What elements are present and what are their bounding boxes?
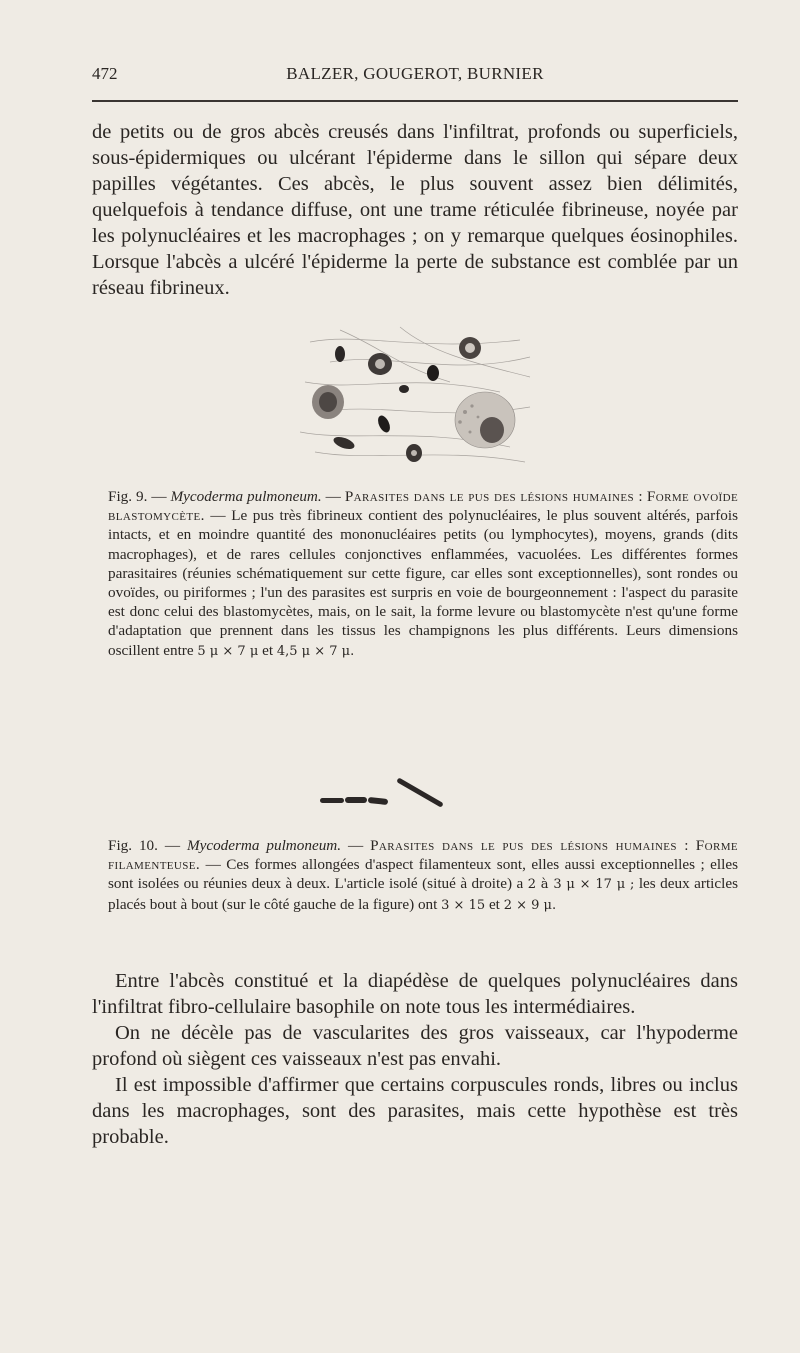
species-name: Mycoderma pulmoneum.: [170, 488, 322, 505]
dimension: 3 × 15: [441, 897, 486, 913]
dash: —: [151, 488, 167, 505]
caption-heading: Parasites dans le pus des lésions humaines :: [370, 837, 689, 854]
bottom-paragraphs: [92, 968, 738, 1150]
paragraph: Il est impossible d'affirmer que certains corpuscules ronds, libres ou inclus dans les macrophages, sont des parasites, mais cette hypothèse est très probable.: [92, 1074, 738, 1148]
species-name: Mycoderma pulmoneum.: [186, 837, 342, 854]
dash: —: [325, 488, 341, 505]
caption-text: Ces formes allongées d'aspect filamenteux sont, elles aussi exceptionnelles ; elles sont isolées ou réunies deux à deux. L'article isolé (situé à droite) a: [108, 856, 739, 893]
caption-subheading: Forme ovoïde blastomycète.: [108, 488, 739, 525]
paragraph: Entre l'abcès constitué et la diapédèse de quelques polynucléaires dans l'infiltrat fibro-cellulaire basophile on note tous les intermédiaires.: [92, 970, 738, 1018]
figure-10-illustration: [318, 777, 446, 813]
figure-label: Fig. 9.: [108, 488, 148, 505]
page-number: 472: [92, 64, 118, 83]
dimension: 2 × 9 μ.: [503, 897, 557, 913]
dash: —: [205, 856, 221, 874]
dash: —: [347, 837, 364, 854]
caption-subheading: Forme filamenteuse.: [108, 837, 738, 874]
paragraph: de petits ou de gros abcès creusés dans l'infiltrat, profonds ou superficiels, sous-épidermiques ou ulcérant l'épiderme dans le sillon qui sépare deux papilles végétantes. Ces abcès, le plus souvent assez bien délimités, quelquefois à tendance diffuse, ont une trame réticulée fibrineuse, noyée par les polynucléaires et les macrophages ; on y remarque quelques éosinophiles. Lorsque l'abcès a ulcéré l'épiderme la perte de substance est comblée par un réseau fibrineux.: [92, 121, 738, 299]
figure-9-caption: [108, 487, 738, 661]
page-header: [92, 64, 738, 90]
caption-text: les deux articles placés bout à bout (sur le côté gauche de la figure) ont: [108, 875, 739, 913]
dash: —: [164, 837, 181, 854]
figure-9-illustration: [300, 322, 535, 472]
dash: —: [210, 507, 226, 525]
top-paragraph: [92, 119, 738, 301]
conjunction: et: [262, 641, 274, 659]
dimension: 2 à 3 μ × 17 μ ;: [527, 877, 635, 893]
conjunction: et: [488, 895, 500, 913]
dimension: 4,5 μ × 7 μ.: [276, 643, 355, 659]
figure-label: Fig. 10.: [108, 837, 158, 854]
header-rule: [92, 100, 738, 102]
running-head: BALZER, GOUGEROT, BURNIER: [286, 64, 544, 83]
caption-text: Le pus très fibrineux contient des polynucléaires, le plus souvent altérés, parfois intacts, et en moindre quantité des mononucléaires petits (ou lymphocytes), moyens, grands (dits macrophages), et de rares cellules conjonctives enflammées, vacuolées. Les différentes formes parasitaires (réunies schématiquement sur cette figure, car elles sont exceptionnelles), sont rondes ou ovoïdes, ou piriformes ; l'un des parasites est surpris en voie de bourgeonnement : l'aspect du parasite est donc celui des blastomycètes, mais, on le sait, la forme levure ou blastomycète n'est qu'une forme d'adaptation que prennent dans les tissus les champignons les plus différents. Leurs dimensions oscillent entre: [108, 507, 739, 659]
caption-heading: Parasites dans le pus des lésions humaines :: [344, 488, 643, 505]
paragraph: On ne décèle pas de vascularites des gros vaisseaux, car l'hypoderme profond où siègent ces vaisseaux n'est pas envahi.: [92, 1022, 738, 1070]
figure-10-caption: [108, 836, 738, 915]
dimension: 5 μ × 7 μ: [197, 643, 259, 659]
